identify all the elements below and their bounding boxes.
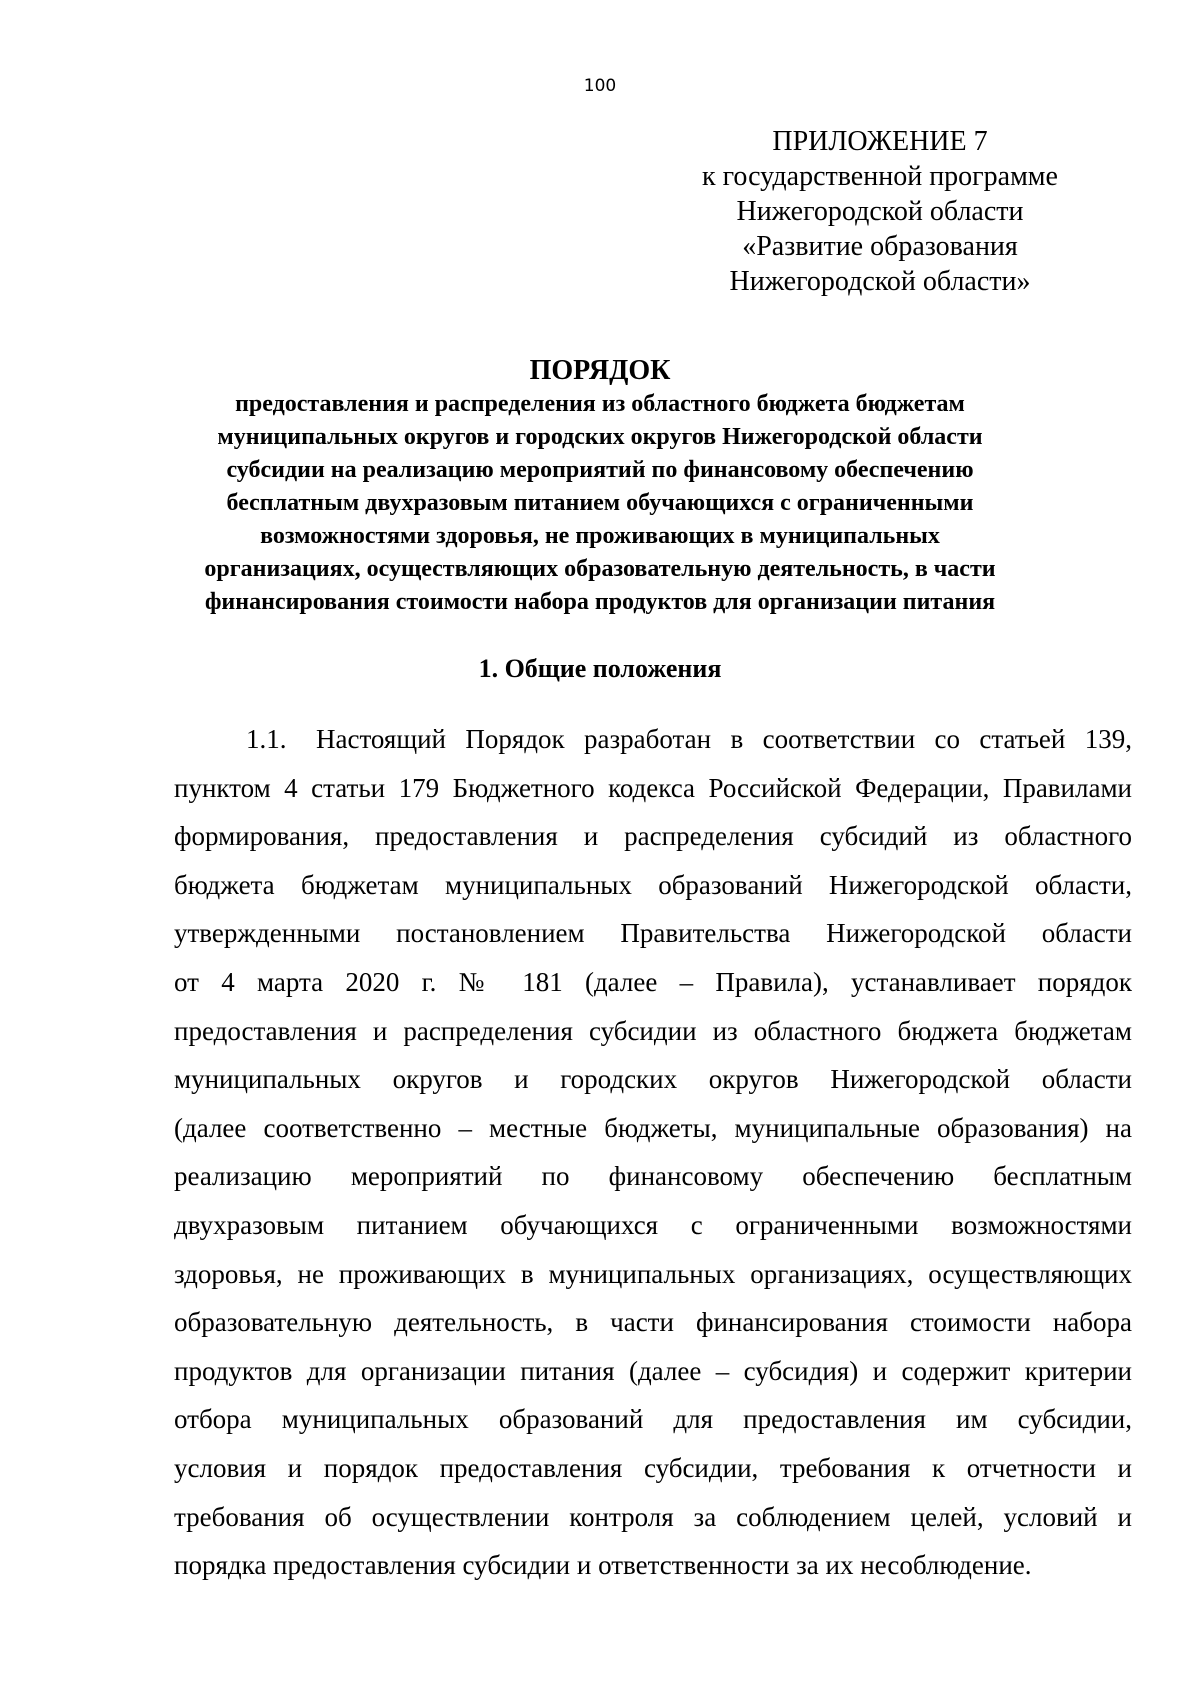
paragraph-line: отбора муниципальных образований для предоставления им субсидии, [174, 1404, 1132, 1435]
paragraph-line: (далее соответственно – местные бюджеты, муниципальные образования) на [174, 1112, 1132, 1143]
paragraph-line: образовательную деятельность, в части финансирования стоимости набора [174, 1307, 1132, 1338]
document-title: ПОРЯДОК [529, 355, 671, 386]
subtitle-line: муниципальных округов и городских округов Нижегородской области [217, 424, 983, 450]
paragraph-number: 1.1. [246, 724, 287, 754]
paragraph-line: формирования, предоставления и распределения субсидий из областного [174, 821, 1132, 852]
paragraph-line: реализацию мероприятий по финансовому обеспечению бесплатным [174, 1161, 1132, 1192]
paragraph-line: здоровья, не проживающих в муниципальных организациях, осуществляющих [174, 1258, 1132, 1289]
paragraph-line: от 4 марта 2020 г. № 181 (далее – Правила), устанавливает порядок [174, 966, 1132, 997]
appendix-line: к государственной программе [702, 161, 1058, 192]
subtitle-line: возможностями здоровья, не проживающих в муниципальных [260, 523, 940, 549]
appendix-line: «Развитие образования [742, 231, 1018, 262]
subtitle-line: бесплатным двухразовым питанием обучающихся с ограниченными [226, 490, 974, 516]
paragraph-line: требования об осуществлении контроля за соблюдением целей, условий и [174, 1501, 1132, 1532]
paragraph-first-line-text: Настоящий Порядок разработан в соответствии со статьей 139, [316, 724, 1132, 754]
page-number: 100 [583, 76, 617, 96]
appendix-header [690, 124, 1070, 299]
document-title-block [140, 354, 1060, 619]
subtitle-line: финансирования стоимости набора продуктов для организации питания [204, 589, 996, 615]
paragraph-line: пунктом 4 статьи 179 Бюджетного кодекса Российской Федерации, Правилами [174, 772, 1132, 803]
paragraph-line: предоставления и распределения субсидии из областного бюджета бюджетам [174, 1015, 1132, 1046]
paragraph-line: продуктов для организации питания (далее – субсидия) и содержит критерии [174, 1355, 1132, 1386]
subtitle-line: субсидии на реализацию мероприятий по финансовому обеспечению [226, 457, 974, 483]
subtitle-line: организациях, осуществляющих образовательную деятельность, в части [204, 556, 996, 582]
appendix-line: ПРИЛОЖЕНИЕ 7 [772, 126, 988, 157]
paragraph-line: двухразовым питанием обучающихся с ограниченными возможностями [174, 1209, 1132, 1240]
appendix-line: Нижегородской области» [729, 266, 1031, 297]
appendix-line: Нижегородской области [736, 196, 1024, 227]
paragraph-last-line: порядка предоставления субсидии и ответственности за их несоблюдение. [174, 1550, 1032, 1581]
subtitle-line: предоставления и распределения из областного бюджета бюджетам [235, 391, 965, 417]
paragraph-line: утвержденными постановлением Правительства Нижегородской области [174, 918, 1132, 949]
paragraph-line: муниципальных округов и городских округов Нижегородской области [174, 1064, 1132, 1095]
document-subtitle [140, 388, 1060, 619]
paragraph-line: условия и порядок предоставления субсидии, требования к отчетности и [174, 1452, 1132, 1483]
paragraph-line: бюджета бюджетам муниципальных образований Нижегородской области, [174, 869, 1132, 900]
section-heading: 1. Общие положения [478, 654, 722, 683]
paragraph-1-1 [174, 715, 1132, 1590]
paragraph-first-line [174, 715, 1132, 764]
